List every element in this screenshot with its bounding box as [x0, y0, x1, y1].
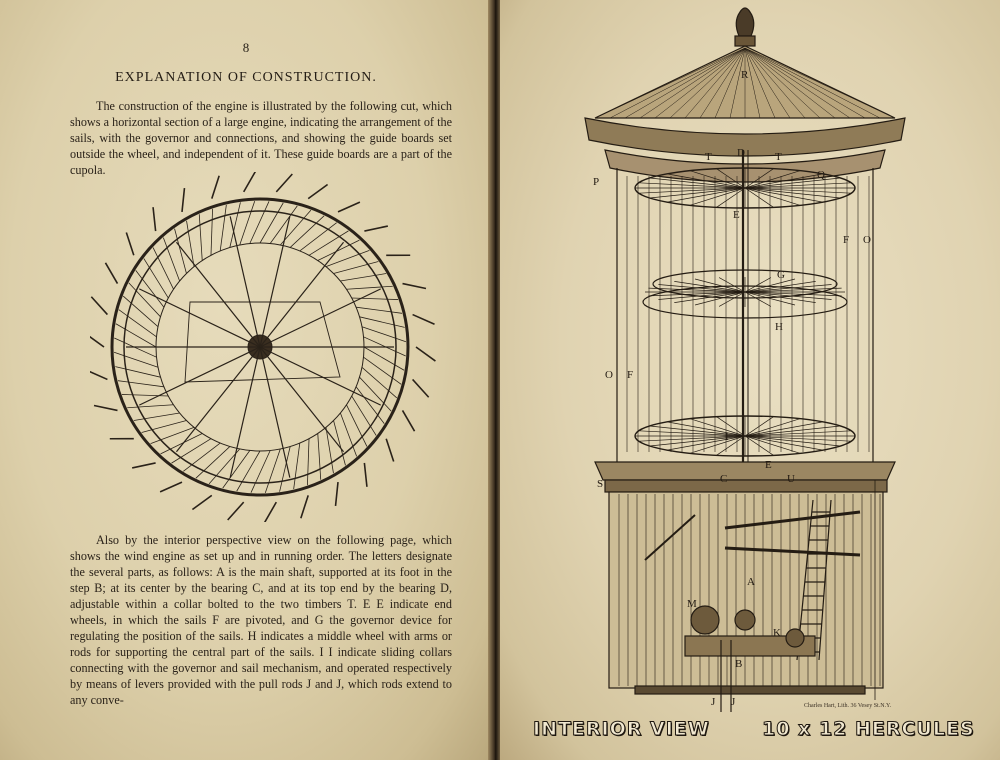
- letter-r: R: [741, 69, 749, 81]
- page-number: 8: [242, 40, 250, 55]
- letter-f-left: F: [627, 369, 634, 381]
- letter-s: S: [597, 478, 604, 490]
- left-page: [0, 0, 492, 760]
- lithographer-credit: Charles Hart, Lith. 36 Vesey St.N.Y.: [804, 703, 892, 709]
- letter-b: B: [735, 658, 743, 670]
- letter-t-right: T: [775, 151, 782, 163]
- caption-model: 10 x 12 HERCULES: [762, 718, 975, 740]
- letter-j-right: J: [731, 696, 736, 708]
- letter-m: M: [687, 598, 697, 610]
- caption-interior-view: INTERIOR VIEW: [533, 718, 710, 740]
- interior-view-illustration: [575, 0, 920, 712]
- paragraph-construction: The construction of the engine is illustrated by the following cut, which shows a horizontal section of a large engine, indicating the arrangement of the sails, with the governor and connections, and showing the guide boards set outside the wheel, and independent of it. These guide boards are a part of the cupola.: [70, 99, 452, 177]
- letter-i: I: [725, 431, 729, 443]
- letter-u: U: [787, 473, 795, 485]
- letter-k: K: [773, 627, 781, 639]
- letter-o-right: O: [863, 234, 871, 246]
- letter-e-lower: E: [765, 459, 772, 471]
- letter-h: H: [775, 321, 783, 333]
- letter-q: Q: [817, 169, 825, 181]
- letter-t-left: T: [705, 151, 712, 163]
- letter-g: G: [777, 269, 785, 281]
- letter-f-right: F: [843, 234, 850, 246]
- wheel-section-illustration: [90, 172, 450, 522]
- letter-o-left: O: [605, 369, 613, 381]
- letter-p: P: [593, 176, 600, 188]
- letter-a: A: [747, 576, 755, 588]
- letter-j-left: J: [711, 696, 716, 708]
- section-title: EXPLANATION OF CONSTRUCTION.: [115, 70, 377, 85]
- letter-d: D: [737, 147, 745, 159]
- letter-e-upper: E: [733, 209, 740, 221]
- paragraph-parts: Also by the interior perspective view on the following page, which shows the wind engine as set up and in running order. The letters designate the several parts, as follows: A is the main shaft, supported at its foot in the step B; at its center by the bearing C, and at its top end by the bearing D, adjustable within a collar bolted to the two timbers T. E E indicate end wheels, in which the sails F are pivoted, and G the governor device for regulating the position of the sails. H indicates a middle wheel with arms or rods for supporting the central part of the sails. I I indicate sliding collars connecting with the governor and sail mechanism, and operated respectively by means of levers provided with the pull rods J and J, which rods extend to any conve-: [70, 533, 452, 707]
- letter-c: C: [720, 473, 728, 485]
